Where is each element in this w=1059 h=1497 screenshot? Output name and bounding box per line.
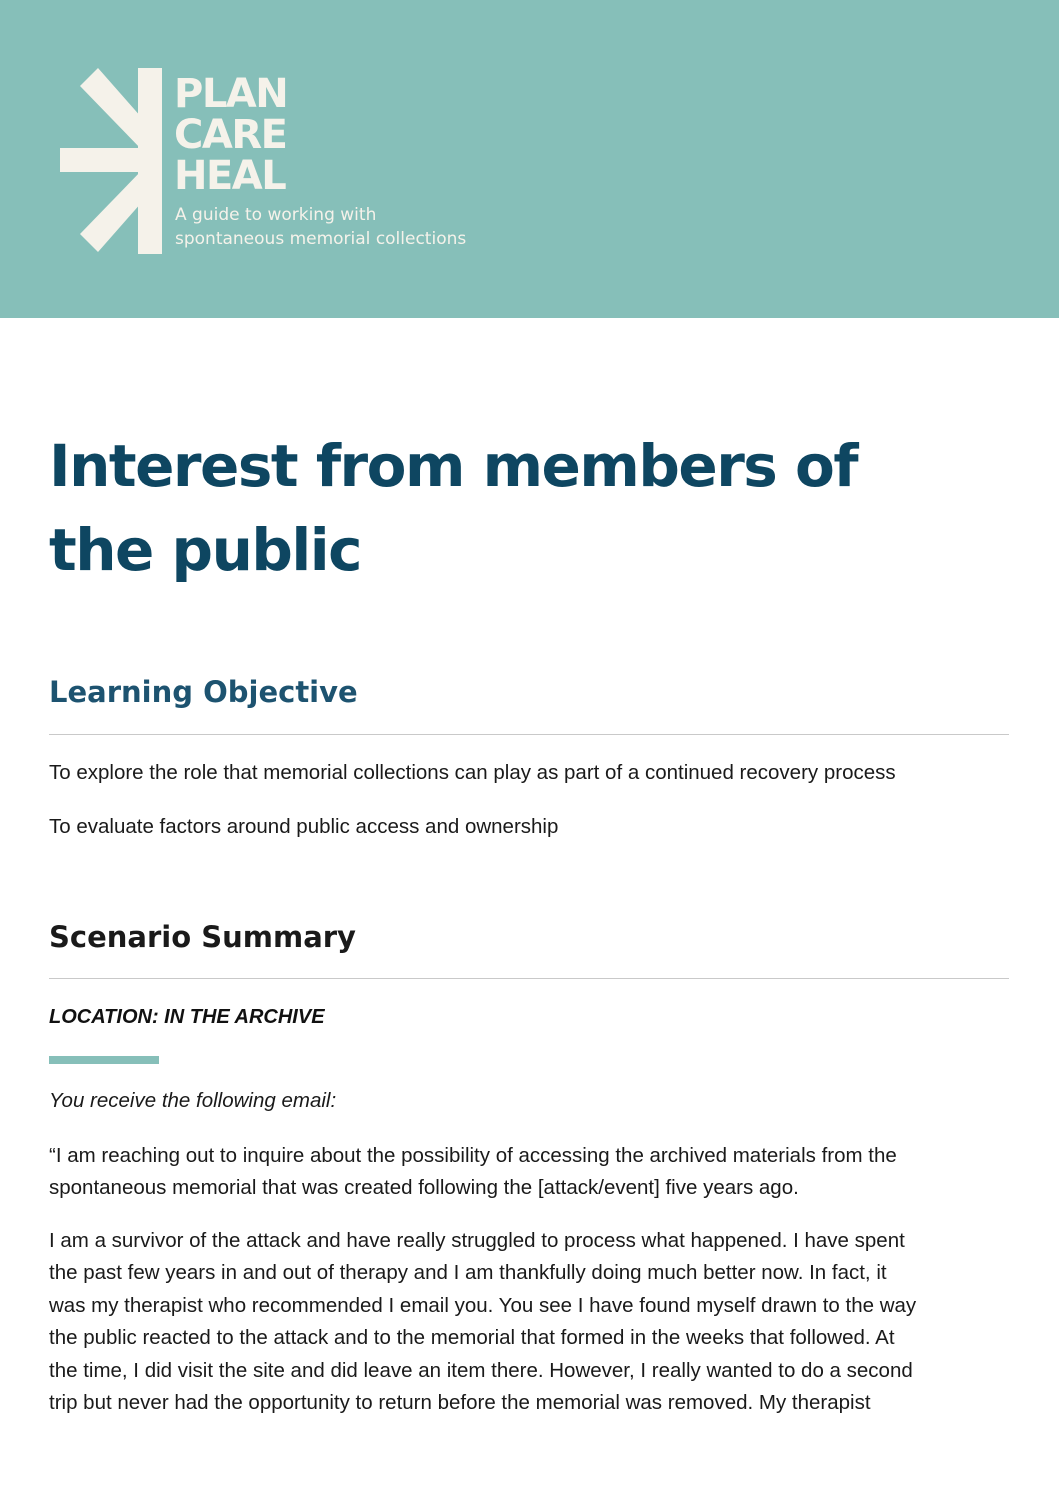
paragraph-line: was my therapist who recommended I email you. You see I have found myself drawn to the way xyxy=(49,1293,917,1317)
email-paragraph xyxy=(49,1225,1019,1419)
logo-wordmark xyxy=(174,71,288,199)
learning-objective-heading: Learning Objective xyxy=(49,675,358,709)
paragraph-line: I am a survivor of the attack and have really struggled to process what happened. I have spent xyxy=(49,1229,905,1252)
objective-item: To evaluate factors around public access and ownership xyxy=(49,815,559,838)
scenario-summary-heading: Scenario Summary xyxy=(49,920,356,954)
logo-word: HEAL xyxy=(174,153,286,199)
email-intro: You receive the following email: xyxy=(49,1089,337,1112)
tagline-line: A guide to working with xyxy=(175,205,377,225)
tagline-line: spontaneous memorial collections xyxy=(175,229,467,249)
page-title xyxy=(49,424,1009,592)
accent-bar xyxy=(49,1056,159,1064)
logo-word: CARE xyxy=(174,112,287,158)
section-divider xyxy=(49,734,1009,735)
paragraph-line: “I am reaching out to inquire about the possibility of accessing the archived materials from the xyxy=(49,1144,897,1167)
title-line: the public xyxy=(49,516,362,584)
logo-tagline xyxy=(175,203,466,251)
title-line: Interest from members of xyxy=(49,432,858,500)
arrow-burst-icon xyxy=(58,68,166,254)
paragraph-line: the past few years in and out of therapy and I am thankfully doing much better now. In fact, it xyxy=(49,1261,887,1285)
objective-item: To explore the role that memorial collections can play as part of a continued recovery process xyxy=(49,761,896,784)
paragraph-line: trip but never had the opportunity to return before the memorial was removed. My therapist xyxy=(49,1391,871,1415)
paragraph-line: the public reacted to the attack and to the memorial that formed in the weeks that followed. At xyxy=(49,1326,895,1350)
header-banner xyxy=(0,0,1059,318)
section-divider xyxy=(49,978,1009,979)
paragraph-line: the time, I did visit the site and did leave an item there. However, I really wanted to do a second xyxy=(49,1358,913,1382)
logo-word: PLAN xyxy=(174,71,288,117)
location-label: LOCATION: IN THE ARCHIVE xyxy=(49,1006,325,1028)
email-paragraph xyxy=(49,1140,1019,1205)
paragraph-line: spontaneous memorial that was created following the [attack/event] five years ago. xyxy=(49,1176,799,1200)
